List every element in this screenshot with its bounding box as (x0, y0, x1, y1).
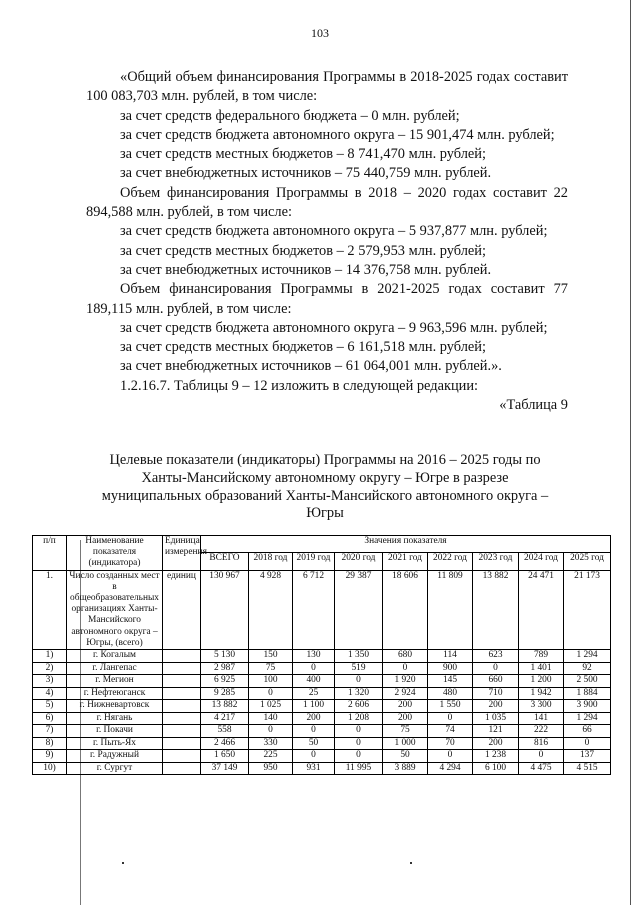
cell-value: 11 809 (428, 570, 473, 649)
paragraph: за счет внебюджетных источников – 75 440,759 млн. рублей. (120, 165, 492, 182)
cell-value: 0 (519, 750, 564, 763)
cell-num: 7) (33, 725, 67, 738)
cell-value: 137 (564, 750, 611, 763)
cell-value: 92 (564, 662, 611, 675)
cell-value: 2 466 (201, 737, 249, 750)
cell-value: 0 (428, 750, 473, 763)
body-text (86, 68, 568, 415)
paragraph: за счет средств федерального бюджета – 0 млн. рублей; (120, 107, 460, 124)
cell-value: 6 100 (473, 762, 519, 775)
cell-num: 3) (33, 675, 67, 688)
cell-value: 130 (293, 650, 335, 663)
cell-value: 29 387 (335, 570, 383, 649)
cell-value: 1 208 (335, 712, 383, 725)
cell-value: 9 285 (201, 687, 249, 700)
cell-value: 1 401 (519, 662, 564, 675)
cell-name: г. Лангепас (67, 662, 163, 675)
cell-value: 0 (428, 712, 473, 725)
paragraph: за счет средств бюджета автономного округа – 9 963,596 млн. рублей; (120, 319, 548, 336)
cell-num: 1) (33, 650, 67, 663)
cell-num: 9) (33, 750, 67, 763)
cell-value: 114 (428, 650, 473, 663)
table-title-line: Югры (306, 505, 344, 522)
cell-value: 0 (293, 725, 335, 738)
cell-value: 0 (473, 662, 519, 675)
cell-value: 0 (293, 662, 335, 675)
table-title-line: Целевые показатели (индикаторы) Программы на 2016 – 2025 годы по (109, 452, 541, 468)
cell-unit (163, 762, 201, 775)
cell-value: 13 882 (201, 700, 249, 713)
cell-value: 200 (383, 712, 428, 725)
cell-value: 1 100 (293, 700, 335, 713)
cell-unit: единиц (163, 570, 201, 649)
cell-value: 1 350 (335, 650, 383, 663)
cell-value: 2 924 (383, 687, 428, 700)
cell-value: 400 (293, 675, 335, 688)
cell-value: 1 025 (249, 700, 293, 713)
cell-unit (163, 737, 201, 750)
scan-dot (410, 862, 412, 864)
cell-value: 931 (293, 762, 335, 775)
scan-dot (122, 862, 124, 864)
cell-value: 680 (383, 650, 428, 663)
cell-value: 75 (249, 662, 293, 675)
cell-num: 5) (33, 700, 67, 713)
cell-value: 141 (519, 712, 564, 725)
cell-value: 145 (428, 675, 473, 688)
cell-name: Число созданных мест в общеобразовательных организациях Ханты-Мансийского автономного округа – Югры, (всего) (67, 570, 163, 649)
cell-name: г. Покачи (67, 725, 163, 738)
cell-value: 0 (335, 750, 383, 763)
cell-name: г. Мегион (67, 675, 163, 688)
table-title (82, 452, 568, 523)
paragraph: за счет средств местных бюджетов – 6 161,518 млн. рублей; (120, 339, 487, 356)
cell-value: 200 (473, 737, 519, 750)
cell-value: 0 (249, 687, 293, 700)
table-body (33, 570, 611, 774)
cell-value: 222 (519, 725, 564, 738)
cell-value: 0 (335, 675, 383, 688)
cell-num: 6) (33, 712, 67, 725)
cell-value: 3 900 (564, 700, 611, 713)
cell-value: 0 (383, 662, 428, 675)
cell-value: 1 200 (519, 675, 564, 688)
cell-value: 150 (249, 650, 293, 663)
cell-value: 558 (201, 725, 249, 738)
table-row (33, 687, 611, 700)
cell-value: 4 294 (428, 762, 473, 775)
cell-value: 5 130 (201, 650, 249, 663)
cell-unit (163, 700, 201, 713)
header-year-col: 2024 год (519, 553, 564, 570)
cell-value: 3 300 (519, 700, 564, 713)
table-header-row-1 (33, 536, 611, 553)
cell-value: 200 (383, 700, 428, 713)
cell-value: 1 035 (473, 712, 519, 725)
paragraph: 1.2.16.7. Таблицы 9 – 12 изложить в следующей редакции: (120, 377, 479, 394)
cell-value: 74 (428, 725, 473, 738)
header-year-col: 2023 год (473, 553, 519, 570)
cell-value: 1 320 (335, 687, 383, 700)
cell-unit (163, 675, 201, 688)
table-row (33, 725, 611, 738)
table-row (33, 662, 611, 675)
paragraph: за счет внебюджетных источников – 61 064,001 млн. рублей.». (120, 358, 502, 375)
cell-unit (163, 712, 201, 725)
cell-name: г. Нягань (67, 712, 163, 725)
cell-value: 11 995 (335, 762, 383, 775)
cell-value: 6 712 (293, 570, 335, 649)
cell-value: 2 500 (564, 675, 611, 688)
cell-value: 2 606 (335, 700, 383, 713)
cell-value: 6 925 (201, 675, 249, 688)
cell-value: 0 (564, 737, 611, 750)
cell-value: 1 000 (383, 737, 428, 750)
cell-name: г. Нефтеюганск (67, 687, 163, 700)
cell-value: 50 (383, 750, 428, 763)
cell-value: 1 884 (564, 687, 611, 700)
cell-value: 37 149 (201, 762, 249, 775)
table-row (33, 675, 611, 688)
cell-value: 660 (473, 675, 519, 688)
cell-name: г. Сургут (67, 762, 163, 775)
cell-unit (163, 750, 201, 763)
cell-value: 1 942 (519, 687, 564, 700)
cell-unit (163, 650, 201, 663)
cell-value: 50 (293, 737, 335, 750)
paragraph: «Общий объем финансирования Программы в 2018-2025 годах составит 100 083,703 млн. рублей, в том числе: (86, 69, 568, 105)
cell-value: 4 475 (519, 762, 564, 775)
table-row (33, 750, 611, 763)
paragraph: за счет средств местных бюджетов – 2 579,953 млн. рублей; (120, 242, 487, 259)
paragraph: Объем финансирования Программы в 2018 – 2020 годах составит 22 894,588 млн. рублей, в том числе: (86, 184, 568, 221)
cell-value: 0 (335, 737, 383, 750)
cell-value: 0 (293, 750, 335, 763)
cell-value: 130 967 (201, 570, 249, 649)
cell-unit (163, 662, 201, 675)
cell-value: 4 515 (564, 762, 611, 775)
cell-value: 789 (519, 650, 564, 663)
header-year-col: 2022 год (428, 553, 473, 570)
header-values-group: Значения показателя (201, 536, 611, 553)
cell-value: 200 (473, 700, 519, 713)
cell-name: г. Когалым (67, 650, 163, 663)
cell-num: 2) (33, 662, 67, 675)
header-year-col: ВСЕГО (201, 553, 249, 570)
cell-name: г. Радужный (67, 750, 163, 763)
header-year-col: 2018 год (249, 553, 293, 570)
indicators-table (32, 535, 611, 775)
paragraph: за счет средств местных бюджетов – 8 741,470 млн. рублей; (120, 146, 487, 163)
header-year-col: 2020 год (335, 553, 383, 570)
cell-value: 0 (249, 725, 293, 738)
cell-value: 70 (428, 737, 473, 750)
cell-value: 200 (293, 712, 335, 725)
cell-num: 10) (33, 762, 67, 775)
cell-value: 710 (473, 687, 519, 700)
cell-value: 18 606 (383, 570, 428, 649)
cell-value: 0 (335, 725, 383, 738)
cell-value: 140 (249, 712, 293, 725)
cell-value: 1 238 (473, 750, 519, 763)
cell-value: 330 (249, 737, 293, 750)
table-title-line: Ханты-Мансийскому автономному округу – Югре в разрезе (141, 469, 509, 486)
cell-value: 24 471 (519, 570, 564, 649)
paragraph: за счет средств бюджета автономного округа – 5 937,877 млн. рублей; (120, 223, 548, 240)
table-title-line: муниципальных образований Ханты-Мансийского автономного округа – (101, 487, 549, 504)
cell-value: 121 (473, 725, 519, 738)
cell-value: 4 928 (249, 570, 293, 649)
cell-name: г. Пыть-Ях (67, 737, 163, 750)
paragraph: «Таблица 9 (499, 397, 568, 414)
cell-value: 519 (335, 662, 383, 675)
header-unit: Единица измерения (163, 536, 201, 571)
paragraph: за счет средств бюджета автономного округа – 15 901,474 млн. рублей; (120, 126, 555, 143)
cell-name: г. Нижневартовск (67, 700, 163, 713)
cell-unit (163, 687, 201, 700)
cell-value: 75 (383, 725, 428, 738)
cell-value: 1 650 (201, 750, 249, 763)
header-year-col: 2025 год (564, 553, 611, 570)
cell-value: 225 (249, 750, 293, 763)
cell-value: 1 550 (428, 700, 473, 713)
header-year-col: 2019 год (293, 553, 335, 570)
table-row (33, 762, 611, 775)
paragraph: за счет внебюджетных источников – 14 376,758 млн. рублей. (120, 261, 492, 278)
table-row (33, 737, 611, 750)
cell-value: 25 (293, 687, 335, 700)
table-row (33, 700, 611, 713)
cell-num: 8) (33, 737, 67, 750)
table-row (33, 570, 611, 649)
cell-value: 1 294 (564, 712, 611, 725)
scan-edge-line-right (630, 0, 631, 905)
cell-value: 2 987 (201, 662, 249, 675)
cell-value: 816 (519, 737, 564, 750)
cell-num: 4) (33, 687, 67, 700)
table-row (33, 650, 611, 663)
cell-value: 1 294 (564, 650, 611, 663)
cell-value: 13 882 (473, 570, 519, 649)
cell-value: 21 173 (564, 570, 611, 649)
cell-value: 623 (473, 650, 519, 663)
cell-value: 1 920 (383, 675, 428, 688)
cell-value: 100 (249, 675, 293, 688)
header-name: Наименование показателя (индикатора) (67, 536, 163, 571)
header-year-col: 2021 год (383, 553, 428, 570)
cell-value: 950 (249, 762, 293, 775)
header-num: п/п (33, 536, 67, 571)
table-row (33, 712, 611, 725)
cell-value: 3 889 (383, 762, 428, 775)
cell-value: 900 (428, 662, 473, 675)
cell-value: 4 217 (201, 712, 249, 725)
cell-value: 480 (428, 687, 473, 700)
paragraph: Объем финансирования Программы в 2021-2025 годах составит 77 189,115 млн. рублей, в том числе: (86, 281, 568, 317)
page-number: 103 (311, 26, 329, 40)
cell-value: 66 (564, 725, 611, 738)
cell-num: 1. (33, 570, 67, 649)
cell-unit (163, 725, 201, 738)
